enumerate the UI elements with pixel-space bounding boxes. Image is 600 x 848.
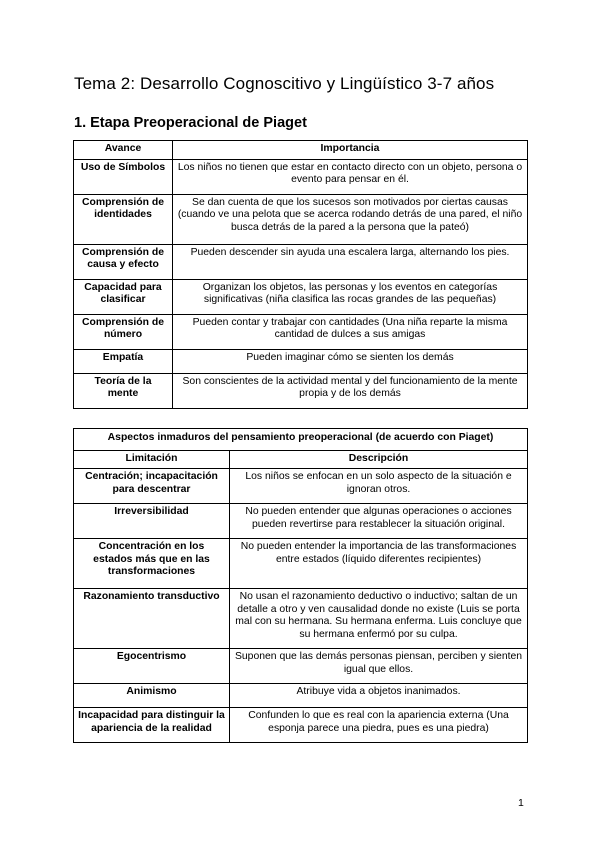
- row-label: Incapacidad para distinguir la apariencia de la realidad: [74, 708, 230, 743]
- table-row: [74, 244, 528, 279]
- row-label: Razonamiento transductivo: [74, 589, 230, 649]
- table-row: [74, 279, 528, 314]
- row-label: Animismo: [74, 684, 230, 708]
- row-label: Concentración en los estados más que en las transformaciones: [74, 539, 230, 589]
- row-description: Suponen que las demás personas piensan, perciben y sienten igual que ellos.: [230, 649, 528, 684]
- row-description: Pueden contar y trabajar con cantidades (Una niña reparte la misma cantidad de dulces a sus amigas: [173, 314, 528, 349]
- row-label: Teoría de la mente: [74, 373, 173, 408]
- row-label: Centración; incapacitación para descentrar: [74, 469, 230, 504]
- table-row: [74, 589, 528, 649]
- table-row: [74, 349, 528, 373]
- table-caption: Aspectos inmaduros del pensamiento preoperacional (de acuerdo con Piaget): [74, 429, 528, 451]
- row-description: Confunden lo que es real con la apariencia externa (Una esponja parece una piedra, pues es una piedra): [230, 708, 528, 743]
- row-label: Irreversibilidad: [74, 504, 230, 539]
- table-header-row: [74, 450, 528, 469]
- column-header-limitacion: Limitación: [74, 450, 230, 469]
- table-row: [74, 469, 528, 504]
- table-header-row: [74, 141, 528, 160]
- page-title: Tema 2: Desarrollo Cognoscitivo y Lingüístico 3-7 años: [74, 74, 495, 93]
- table-row: [74, 314, 528, 349]
- table-row: [74, 504, 528, 539]
- table-row: [74, 159, 528, 194]
- row-description: No pueden entender que algunas operaciones o acciones pueden revertirse para restablecer la situación original.: [230, 504, 528, 539]
- column-header-importancia: Importancia: [173, 141, 528, 160]
- table-row: [74, 649, 528, 684]
- page-number: 1: [518, 797, 524, 809]
- column-header-descripcion: Descripción: [230, 450, 528, 469]
- row-label: Egocentrismo: [74, 649, 230, 684]
- row-label: Uso de Símbolos: [74, 159, 173, 194]
- row-description: Pueden descender sin ayuda una escalera larga, alternando los pies.: [173, 244, 528, 279]
- table-row: [74, 539, 528, 589]
- row-description: Los niños no tienen que estar en contacto directo con un objeto, persona o evento para pensar en él.: [173, 159, 528, 194]
- table-row: [74, 708, 528, 743]
- table-row: [74, 684, 528, 708]
- row-label: Comprensión de identidades: [74, 194, 173, 244]
- row-description: Los niños se enfocan en un solo aspecto de la situación e ignoran otros.: [230, 469, 528, 504]
- row-label: Comprensión de número: [74, 314, 173, 349]
- table-row: [74, 194, 528, 244]
- row-description: No usan el razonamiento deductivo o inductivo; saltan de un detalle a otro y ven causalidad donde no existe (Luis se porta mal con su hermana. Su hermana enferma. Luis concluye que su hermana enfermó por su culpa.: [230, 589, 528, 649]
- row-description: Organizan los objetos, las personas y los eventos en categorías significativas (niña clasifica las rocas grandes de las pequeñas): [173, 279, 528, 314]
- row-description: No pueden entender la importancia de las transformaciones entre estados (líquido diferentes recipientes): [230, 539, 528, 589]
- row-description: Atribuye vida a objetos inanimados.: [230, 684, 528, 708]
- row-label: Empatía: [74, 349, 173, 373]
- section-heading: 1. Etapa Preoperacional de Piaget: [74, 115, 307, 131]
- immature-aspects-table: [73, 428, 528, 743]
- piaget-advances-table: [73, 140, 528, 409]
- row-description: Son conscientes de la actividad mental y del funcionamiento de la mente propia y de los demás: [173, 373, 528, 408]
- table-row: [74, 373, 528, 408]
- row-description: Pueden imaginar cómo se sienten los demás: [173, 349, 528, 373]
- row-description: Se dan cuenta de que los sucesos son motivados por ciertas causas (cuando ve una pelota que se acerca rodando detrás de una pared, el niño busca detrás de la pared a la persona que la pateó): [173, 194, 528, 244]
- column-header-avance: Avance: [74, 141, 173, 160]
- row-label: Comprensión de causa y efecto: [74, 244, 173, 279]
- table-caption-row: [74, 429, 528, 451]
- row-label: Capacidad para clasificar: [74, 279, 173, 314]
